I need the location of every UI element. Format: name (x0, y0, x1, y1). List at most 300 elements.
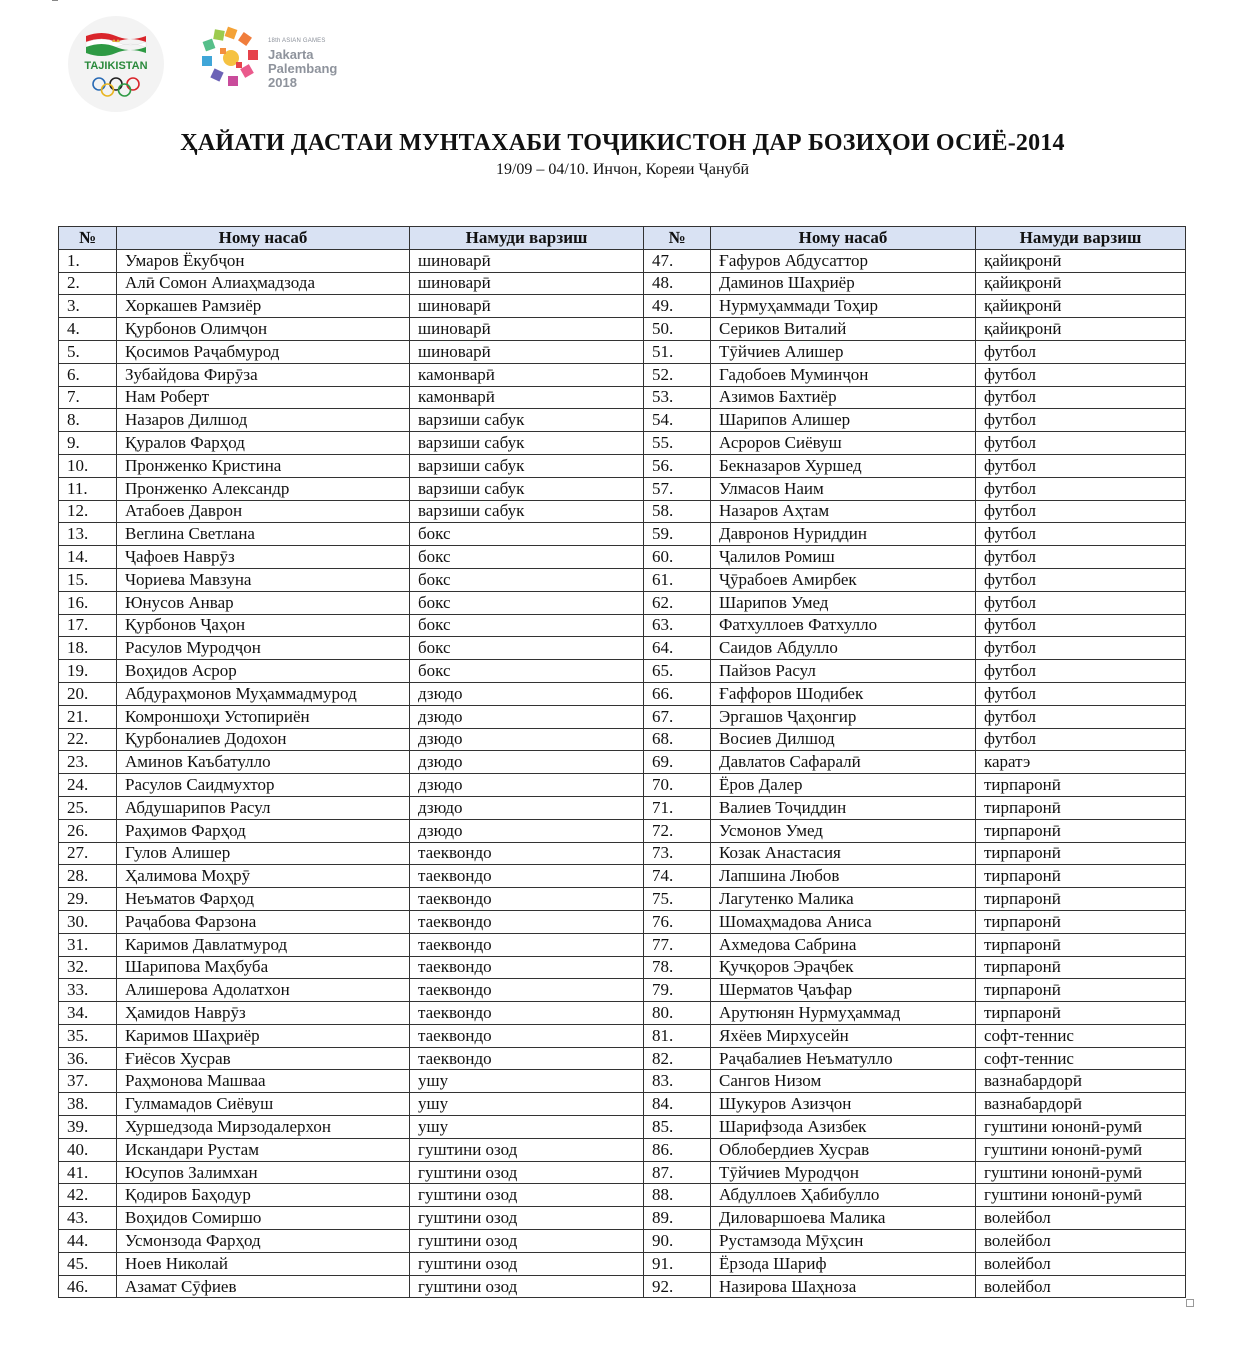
sport-name: тирпаронӣ (976, 796, 1186, 819)
row-number: 3. (59, 295, 117, 318)
asian-games-city-2: Palembang (268, 61, 338, 76)
row-number: 71. (644, 796, 711, 819)
asian-games-wordmark (268, 34, 337, 90)
row-number: 42. (59, 1184, 117, 1207)
athlete-name: Умаров Ёкубҷон (117, 249, 410, 272)
sport-name: гуштини озод (410, 1161, 644, 1184)
row-number: 21. (59, 705, 117, 728)
sport-name: футбол (976, 454, 1186, 477)
athlete-name: Воҳидов Асрор (117, 660, 410, 683)
athlete-name: Чориева Мавзуна (117, 568, 410, 591)
sport-name: волейбол (976, 1252, 1186, 1275)
row-number: 9. (59, 432, 117, 455)
column-header: Намуди варзиш (410, 227, 644, 250)
row-number: 34. (59, 1002, 117, 1025)
sport-name: ушу (410, 1116, 644, 1139)
row-number: 13. (59, 523, 117, 546)
sport-name: гуштини юнонӣ-румӣ (976, 1161, 1186, 1184)
sport-name: таеквондо (410, 1024, 644, 1047)
athlete-name: Сангов Низом (711, 1070, 976, 1093)
row-number: 59. (644, 523, 711, 546)
table-row (59, 546, 1186, 569)
table-row (59, 865, 1186, 888)
athlete-name: Ҳамидов Наврӯз (117, 1002, 410, 1025)
row-number: 67. (644, 705, 711, 728)
table-row (59, 1002, 1186, 1025)
sport-name: футбол (976, 523, 1186, 546)
row-number: 92. (644, 1275, 711, 1298)
row-number: 19. (59, 660, 117, 683)
sport-name: футбол (976, 409, 1186, 432)
athlete-name: Атабоев Даврон (117, 500, 410, 523)
table-row (59, 614, 1186, 637)
sport-name: футбол (976, 500, 1186, 523)
row-number: 48. (644, 272, 711, 295)
row-number: 75. (644, 888, 711, 911)
row-number: 33. (59, 979, 117, 1002)
athlete-name: Даминов Шаҳриёр (711, 272, 976, 295)
table-row (59, 432, 1186, 455)
athlete-name: Комроншоҳи Устопириён (117, 705, 410, 728)
table-resize-handle[interactable] (1186, 1299, 1194, 1307)
sport-name: дзюдо (410, 819, 644, 842)
table-row (59, 1070, 1186, 1093)
row-number: 24. (59, 774, 117, 797)
table-row (59, 340, 1186, 363)
sport-name: гуштини юнонӣ-румӣ (976, 1184, 1186, 1207)
sport-name: таеквондо (410, 842, 644, 865)
sport-name: таеквондо (410, 956, 644, 979)
row-number: 82. (644, 1047, 711, 1070)
athlete-name: Давлатов Сафаралӣ (711, 751, 976, 774)
sport-name: футбол (976, 363, 1186, 386)
row-number: 32. (59, 956, 117, 979)
sport-name: футбол (976, 568, 1186, 591)
athlete-name: Лагутенко Малика (711, 888, 976, 911)
athlete-name: Азимов Бахтиёр (711, 386, 976, 409)
column-header: № (644, 227, 711, 250)
row-number: 5. (59, 340, 117, 363)
sport-name: варзиши сабук (410, 409, 644, 432)
athlete-name: Тӯйчиев Муродҷон (711, 1161, 976, 1184)
athlete-name: Шарипов Умед (711, 591, 976, 614)
sport-name: ушу (410, 1093, 644, 1116)
row-number: 80. (644, 1002, 711, 1025)
row-number: 26. (59, 819, 117, 842)
sport-name: гуштини озод (410, 1207, 644, 1230)
row-number: 2. (59, 272, 117, 295)
row-number: 69. (644, 751, 711, 774)
row-number: 22. (59, 728, 117, 751)
sport-name: волейбол (976, 1275, 1186, 1298)
athlete-name: Ғиёсов Хусрав (117, 1047, 410, 1070)
row-number: 12. (59, 500, 117, 523)
row-number: 31. (59, 933, 117, 956)
sport-name: шиноварӣ (410, 318, 644, 341)
table-row (59, 386, 1186, 409)
document-subtitle: 19/09 – 04/10. Инчон, Кореяи Ҷанубӣ (495, 161, 750, 178)
sport-name: ушу (410, 1070, 644, 1093)
row-number: 44. (59, 1230, 117, 1253)
athlete-name: Ғаффоров Шодибек (711, 682, 976, 705)
row-number: 46. (59, 1275, 117, 1298)
sport-name: дзюдо (410, 796, 644, 819)
tajikistan-olympic-logo (68, 16, 164, 112)
table-row (59, 796, 1186, 819)
sport-name: шиноварӣ (410, 295, 644, 318)
athlete-name: Ҷалилов Ромиш (711, 546, 976, 569)
asian-games-city-1: Jakarta (268, 47, 314, 62)
sport-name: қайиқронӣ (976, 249, 1186, 272)
sport-name: варзиши сабук (410, 454, 644, 477)
row-number: 89. (644, 1207, 711, 1230)
athlete-name: Усмонзода Фарҳод (117, 1230, 410, 1253)
row-number: 65. (644, 660, 711, 683)
athlete-name: Каримов Шаҳриёр (117, 1024, 410, 1047)
athlete-name: Фатхуллоев Фатхулло (711, 614, 976, 637)
table-row (59, 454, 1186, 477)
tajikistan-label: TAJIKISTAN (84, 60, 148, 72)
row-number: 87. (644, 1161, 711, 1184)
sport-name: бокс (410, 637, 644, 660)
table-row (59, 409, 1186, 432)
sport-name: варзиши сабук (410, 432, 644, 455)
sport-name: футбол (976, 660, 1186, 683)
athlete-name: Веглина Светлана (117, 523, 410, 546)
column-header: № (59, 227, 117, 250)
sport-name: тирпаронӣ (976, 1002, 1186, 1025)
sport-name: тирпаронӣ (976, 819, 1186, 842)
row-number: 23. (59, 751, 117, 774)
table-row (59, 910, 1186, 933)
athlete-name: Искандари Рустам (117, 1138, 410, 1161)
row-number: 74. (644, 865, 711, 888)
athlete-name: Раҷабалиев Неъматулло (711, 1047, 976, 1070)
sport-name: таеквондо (410, 1047, 644, 1070)
athlete-name: Диловаршоева Малика (711, 1207, 976, 1230)
row-number: 85. (644, 1116, 711, 1139)
sport-name: гуштини юнонӣ-румӣ (976, 1138, 1186, 1161)
team-roster-table (58, 226, 1186, 1298)
table-row (59, 660, 1186, 683)
athlete-name: Усмонов Умед (711, 819, 976, 842)
row-number: 81. (644, 1024, 711, 1047)
athlete-name: Хуршедзода Мирзодалерхон (117, 1116, 410, 1139)
table-row (59, 1138, 1186, 1161)
column-header: Ному насаб (117, 227, 410, 250)
athlete-name: Лапшина Любов (711, 865, 976, 888)
athlete-name: Пронженко Александр (117, 477, 410, 500)
document-title: ҲАЙАТИ ДАСТАИ МУНТАХАБИ ТОҶИКИСТОН ДАР БОЗИҲОИ ОСИЁ-2014 (180, 130, 1065, 156)
row-number: 6. (59, 363, 117, 386)
sport-name: дзюдо (410, 774, 644, 797)
table-row (59, 1161, 1186, 1184)
row-number: 62. (644, 591, 711, 614)
row-number: 53. (644, 386, 711, 409)
sport-name: вазнабардорӣ (976, 1070, 1186, 1093)
row-number: 18. (59, 637, 117, 660)
row-number: 72. (644, 819, 711, 842)
athlete-name: Ҳалимова Моҳрӯ (117, 865, 410, 888)
row-number: 77. (644, 933, 711, 956)
table-row (59, 1230, 1186, 1253)
sport-name: софт-теннис (976, 1024, 1186, 1047)
athlete-name: Абдуллоев Ҳабибулло (711, 1184, 976, 1207)
sport-name: дзюдо (410, 705, 644, 728)
sport-name: тирпаронӣ (976, 865, 1186, 888)
row-number: 43. (59, 1207, 117, 1230)
sport-name: гуштини озод (410, 1230, 644, 1253)
athlete-name: Қурбонов Олимҷон (117, 318, 410, 341)
sport-name: қайиқронӣ (976, 318, 1186, 341)
row-number: 45. (59, 1252, 117, 1275)
table-row (59, 933, 1186, 956)
table-row (59, 979, 1186, 1002)
athlete-name: Сериков Виталий (711, 318, 976, 341)
sport-name: футбол (976, 637, 1186, 660)
athlete-name: Шарипов Алишер (711, 409, 976, 432)
table-row (59, 888, 1186, 911)
row-number: 25. (59, 796, 117, 819)
athlete-name: Арутюнян Нурмуҳаммад (711, 1002, 976, 1025)
sport-name: шиноварӣ (410, 249, 644, 272)
row-number: 84. (644, 1093, 711, 1116)
sport-name: қайиқронӣ (976, 272, 1186, 295)
row-number: 16. (59, 591, 117, 614)
athlete-name: Саидов Абдулло (711, 637, 976, 660)
sport-name: таеквондо (410, 979, 644, 1002)
table-row (59, 774, 1186, 797)
row-number: 8. (59, 409, 117, 432)
row-number: 76. (644, 910, 711, 933)
row-number: 61. (644, 568, 711, 591)
athlete-name: Шомаҳмадова Аниса (711, 910, 976, 933)
row-number: 40. (59, 1138, 117, 1161)
row-number: 1. (59, 249, 117, 272)
table-row (59, 682, 1186, 705)
athlete-name: Раҷабова Фарзона (117, 910, 410, 933)
row-number: 41. (59, 1161, 117, 1184)
sport-name: камонварӣ (410, 363, 644, 386)
table-row (59, 819, 1186, 842)
row-number: 11. (59, 477, 117, 500)
sport-name: камонварӣ (410, 386, 644, 409)
athlete-name: Назаров Аҳтам (711, 500, 976, 523)
sport-name: шиноварӣ (410, 340, 644, 363)
athlete-name: Раҳимов Фарҳод (117, 819, 410, 842)
athlete-name: Нам Роберт (117, 386, 410, 409)
athlete-name: Қурбонов Ҷаҳон (117, 614, 410, 637)
sport-name: гуштини юнонӣ-румӣ (976, 1116, 1186, 1139)
table-row (59, 1093, 1186, 1116)
sport-name: тирпаронӣ (976, 979, 1186, 1002)
athlete-name: Воҳидов Сомиршо (117, 1207, 410, 1230)
sport-name: қайиқронӣ (976, 295, 1186, 318)
table-row (59, 318, 1186, 341)
sport-name: каратэ (976, 751, 1186, 774)
sport-name: шиноварӣ (410, 272, 644, 295)
row-number: 47. (644, 249, 711, 272)
table-row (59, 1184, 1186, 1207)
athlete-name: Алишерова Адолатхон (117, 979, 410, 1002)
row-number: 91. (644, 1252, 711, 1275)
row-number: 30. (59, 910, 117, 933)
sport-name: бокс (410, 523, 644, 546)
sport-name: таеквондо (410, 910, 644, 933)
athlete-name: Ахмедова Сабрина (711, 933, 976, 956)
sport-name: футбол (976, 340, 1186, 363)
table-header-row (59, 227, 1186, 250)
sport-name: волейбол (976, 1230, 1186, 1253)
table-row (59, 1207, 1186, 1230)
row-number: 10. (59, 454, 117, 477)
row-number: 60. (644, 546, 711, 569)
table-row (59, 272, 1186, 295)
sport-name: тирпаронӣ (976, 956, 1186, 979)
sport-name: футбол (976, 386, 1186, 409)
sport-name: тирпаронӣ (976, 933, 1186, 956)
athlete-name: Ёров Далер (711, 774, 976, 797)
sport-name: таеквондо (410, 888, 644, 911)
athlete-name: Юнусов Анвар (117, 591, 410, 614)
athlete-name: Назаров Дилшод (117, 409, 410, 432)
sport-name: бокс (410, 660, 644, 683)
athlete-name: Облобердиев Хусрав (711, 1138, 976, 1161)
sport-name: футбол (976, 591, 1186, 614)
athlete-name: Хоркашев Рамзиёр (117, 295, 410, 318)
sport-name: футбол (976, 614, 1186, 637)
sport-name: тирпаронӣ (976, 888, 1186, 911)
table-row (59, 1024, 1186, 1047)
row-number: 29. (59, 888, 117, 911)
row-number: 20. (59, 682, 117, 705)
athlete-name: Ҷӯрабоев Амирбек (711, 568, 976, 591)
sport-name: тирпаронӣ (976, 842, 1186, 865)
sport-name: тирпаронӣ (976, 774, 1186, 797)
athlete-name: Назирова Шаҳноза (711, 1275, 976, 1298)
table-row (59, 568, 1186, 591)
sport-name: гуштини озод (410, 1184, 644, 1207)
athlete-name: Давронов Нуриддин (711, 523, 976, 546)
row-number: 35. (59, 1024, 117, 1047)
athlete-name: Шукуров Азизҷон (711, 1093, 976, 1116)
row-number: 68. (644, 728, 711, 751)
column-header: Намуди варзиш (976, 227, 1186, 250)
flag-icon (84, 28, 148, 58)
athlete-name: Шарипова Маҳбуба (117, 956, 410, 979)
column-header: Ному насаб (711, 227, 976, 250)
athlete-name: Тӯйчиев Алишер (711, 340, 976, 363)
row-number: 57. (644, 477, 711, 500)
row-number: 7. (59, 386, 117, 409)
row-number: 83. (644, 1070, 711, 1093)
table-row (59, 842, 1186, 865)
row-number: 56. (644, 454, 711, 477)
athlete-name: Гадобоев Муминҷон (711, 363, 976, 386)
sport-name: футбол (976, 477, 1186, 500)
athlete-name: Рустамзода Мӯҳсин (711, 1230, 976, 1253)
athlete-name: Ғафуров Абдусаттор (711, 249, 976, 272)
row-number: 58. (644, 500, 711, 523)
athlete-name: Нурмуҳаммади Тоҳир (711, 295, 976, 318)
sport-name: дзюдо (410, 751, 644, 774)
sport-name: тирпаронӣ (976, 910, 1186, 933)
sport-name: таеквондо (410, 865, 644, 888)
athlete-name: Қодиров Баҳодур (117, 1184, 410, 1207)
athlete-name: Алӣ Сомон Алиаҳмадзода (117, 272, 410, 295)
athlete-name: Восиев Дилшод (711, 728, 976, 751)
table-row (59, 363, 1186, 386)
row-number: 27. (59, 842, 117, 865)
table-row (59, 523, 1186, 546)
table-row (59, 249, 1186, 272)
sport-name: гуштини озод (410, 1252, 644, 1275)
row-number: 90. (644, 1230, 711, 1253)
sport-name: волейбол (976, 1207, 1186, 1230)
row-number: 70. (644, 774, 711, 797)
athlete-name: Каримов Давлатмурод (117, 933, 410, 956)
page-corner-mark (52, 0, 58, 1)
athlete-name: Неъматов Фарҳод (117, 888, 410, 911)
sport-name: варзиши сабук (410, 500, 644, 523)
athlete-name: Қучқоров Эраҷбек (711, 956, 976, 979)
row-number: 49. (644, 295, 711, 318)
athlete-name: Қосимов Раҷабмурод (117, 340, 410, 363)
table-row (59, 728, 1186, 751)
row-number: 4. (59, 318, 117, 341)
row-number: 15. (59, 568, 117, 591)
sport-name: варзиши сабук (410, 477, 644, 500)
row-number: 36. (59, 1047, 117, 1070)
athlete-name: Шерматов Ҷаъфар (711, 979, 976, 1002)
sport-name: футбол (976, 682, 1186, 705)
athlete-name: Расулов Саидмухтор (117, 774, 410, 797)
athlete-name: Бекназаров Хуршед (711, 454, 976, 477)
athlete-name: Зубайдова Фирӯза (117, 363, 410, 386)
athlete-name: Раҳмонова Машваа (117, 1070, 410, 1093)
asian-games-edition: 18th ASIAN GAMES (268, 38, 326, 44)
sport-name: таеквондо (410, 1002, 644, 1025)
table-row (59, 591, 1186, 614)
row-number: 28. (59, 865, 117, 888)
row-number: 37. (59, 1070, 117, 1093)
row-number: 73. (644, 842, 711, 865)
table-row (59, 637, 1186, 660)
sport-name: дзюдо (410, 682, 644, 705)
row-number: 50. (644, 318, 711, 341)
sport-name: бокс (410, 546, 644, 569)
row-number: 54. (644, 409, 711, 432)
athlete-name: Ноев Николай (117, 1252, 410, 1275)
row-number: 88. (644, 1184, 711, 1207)
athlete-name: Асроров Сиёвуш (711, 432, 976, 455)
row-number: 39. (59, 1116, 117, 1139)
athlete-name: Яхёев Мирхусейн (711, 1024, 976, 1047)
table-row (59, 705, 1186, 728)
sport-name: футбол (976, 546, 1186, 569)
sport-name: таеквондо (410, 933, 644, 956)
athlete-name: Козак Анастасия (711, 842, 976, 865)
sport-name: футбол (976, 432, 1186, 455)
row-number: 51. (644, 340, 711, 363)
row-number: 17. (59, 614, 117, 637)
athlete-name: Қуралов Фарҳод (117, 432, 410, 455)
row-number: 66. (644, 682, 711, 705)
athlete-name: Аминов Каъбатулло (117, 751, 410, 774)
athlete-name: Гулов Алишер (117, 842, 410, 865)
table-row (59, 477, 1186, 500)
sport-name: бокс (410, 591, 644, 614)
